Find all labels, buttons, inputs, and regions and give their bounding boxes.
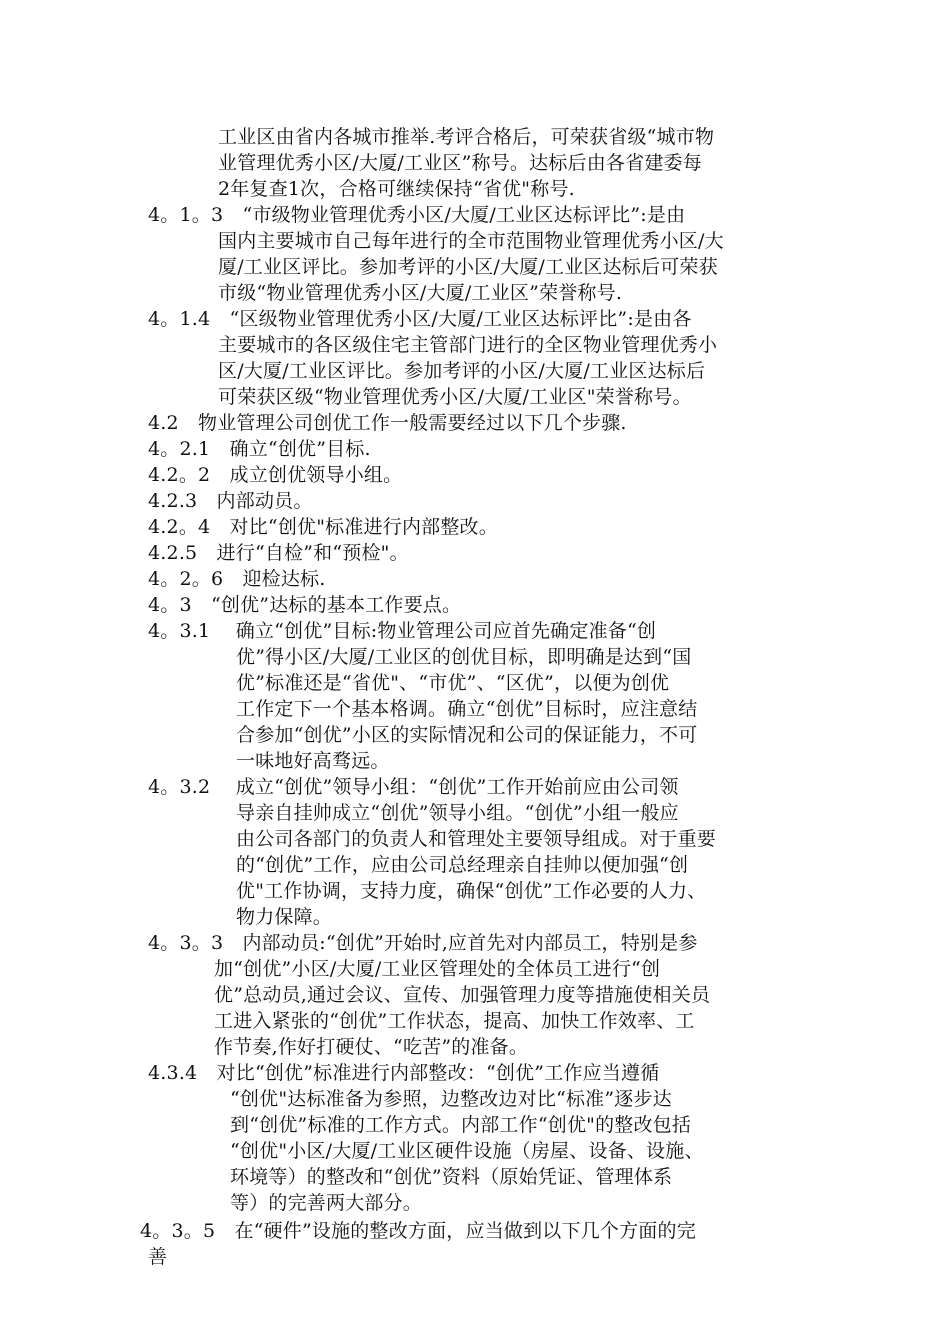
text-line: 工业区由省内各城市推举.考评合格后，可荣获省级“城市物 (218, 126, 715, 148)
text-line: 优"工作协调，支持力度，确保“创优”工作必要的人力、 (236, 880, 707, 902)
section-heading-4-3-4: 4.3.4 对比“创优”标准进行内部整改：“创优”工作应当遵循 (148, 1062, 660, 1084)
list-item: 4.2。2 成立创优领导小组。 (148, 464, 403, 486)
section-heading-4-1-3: 4。1。3 “市级物业管理优秀小区/大厦/工业区达标评比”:是由 (148, 204, 686, 226)
text-line: 优”得小区/大厦/工业区的创优目标，即明确是达到“国 (236, 646, 692, 668)
list-item: 4。2。6 迎检达标. (148, 568, 326, 590)
list-item: 4.2.3 内部动员。 (148, 490, 313, 512)
text-line: 国内主要城市自己每年进行的全市范围物业管理优秀小区/大 (218, 230, 724, 252)
text-line: 优”标准还是“省优"、“市优”、“区优”，以便为创优 (236, 672, 670, 694)
text-line: 2年复查1次，合格可继续保持“省优"称号. (218, 178, 575, 200)
text-line: 业管理优秀小区/大厦/工业区”称号。达标后由各省建委每 (218, 152, 702, 174)
text-line: 等）的完善两大部分。 (230, 1192, 423, 1214)
text-line: 区/大厦/工业区评比。参加考评的小区/大厦/工业区达标后 (218, 360, 706, 382)
section-heading-4-3-1: 4。3.1 确立“创优”目标:物业管理公司应首先确定准备“创 (148, 620, 657, 642)
text-line: 合参加“创优”小区的实际情况和公司的保证能力，不可 (236, 724, 698, 746)
text-line: 由公司各部门的负责人和管理处主要领导组成。对于重要 (236, 828, 717, 850)
section-heading-4-3-3: 4。3。3 内部动员:“创优”开始时,应首先对内部员工，特别是参 (148, 932, 698, 954)
text-line: 物力保障。 (236, 906, 333, 928)
text-line: 的“创优”工作，应由公司总经理亲自挂帅以便加强“创 (236, 854, 689, 876)
text-line: 环境等）的整改和“创优”资料（原始凭证、管理体系 (230, 1166, 673, 1188)
text-line: 一味地好高骛远。 (236, 750, 390, 772)
text-line: 优”总动员,通过会议、宣传、加强管理力度等措施使相关员 (214, 984, 711, 1006)
text-line: “创优"达标准备为参照，边整改边对比“标准”逐步达 (230, 1088, 672, 1110)
text-line: 工作定下一个基本格调。确立“创优”目标时，应注意结 (236, 698, 698, 720)
section-heading-4-1-4: 4。1.4 “区级物业管理优秀小区/大厦/工业区达标评比”:是由各 (148, 308, 692, 330)
list-item: 4.2.5 进行“自检”和“预检"。 (148, 542, 409, 564)
text-line: 到“创优”标准的工作方式。内部工作“创优"的整改包括 (230, 1114, 692, 1136)
text-line: 作节奏,作好打硬仗、“吃苦”的准备。 (214, 1036, 529, 1058)
text-line: 市级“物业管理优秀小区/大厦/工业区”荣誉称号. (218, 282, 623, 304)
text-line: 可荣获区级“物业管理优秀小区/大厦/工业区"荣誉称号。 (218, 386, 692, 408)
section-heading-4-2: 4.2 物业管理公司创优工作一般需要经过以下几个步骤. (148, 412, 627, 434)
section-heading-4-3-2: 4。3.2 成立“创优”领导小组：“创优”工作开始前应由公司领 (148, 776, 679, 798)
text-line: 导亲自挂帅成立“创优”领导小组。“创优”小组一般应 (236, 802, 679, 824)
section-heading-4-3-5: 4。3。5 在“硬件”设施的整改方面，应当做到以下几个方面的完 (140, 1220, 696, 1242)
text-line: 主要城市的各区级住宅主管部门进行的全区物业管理优秀小 (218, 334, 718, 356)
text-line: 善 (148, 1246, 168, 1268)
text-line: “创优"小区/大厦/工业区硬件设施（房屋、设备、设施、 (230, 1140, 704, 1162)
text-line: 加“创优”小区/大厦/工业区管理处的全体员工进行“创 (214, 958, 661, 980)
section-heading-4-3: 4。3 “创优”达标的基本工作要点。 (148, 594, 462, 616)
text-line: 厦/工业区评比。参加考评的小区/大厦/工业区达标后可荣获 (218, 256, 718, 278)
list-item: 4.2。4 对比“创优"标准进行内部整改。 (148, 516, 498, 538)
text-line: 工进入紧张的“创优”工作状态，提高、加快工作效率、工 (214, 1010, 695, 1032)
list-item: 4。2.1 确立“创优”目标. (148, 438, 371, 460)
